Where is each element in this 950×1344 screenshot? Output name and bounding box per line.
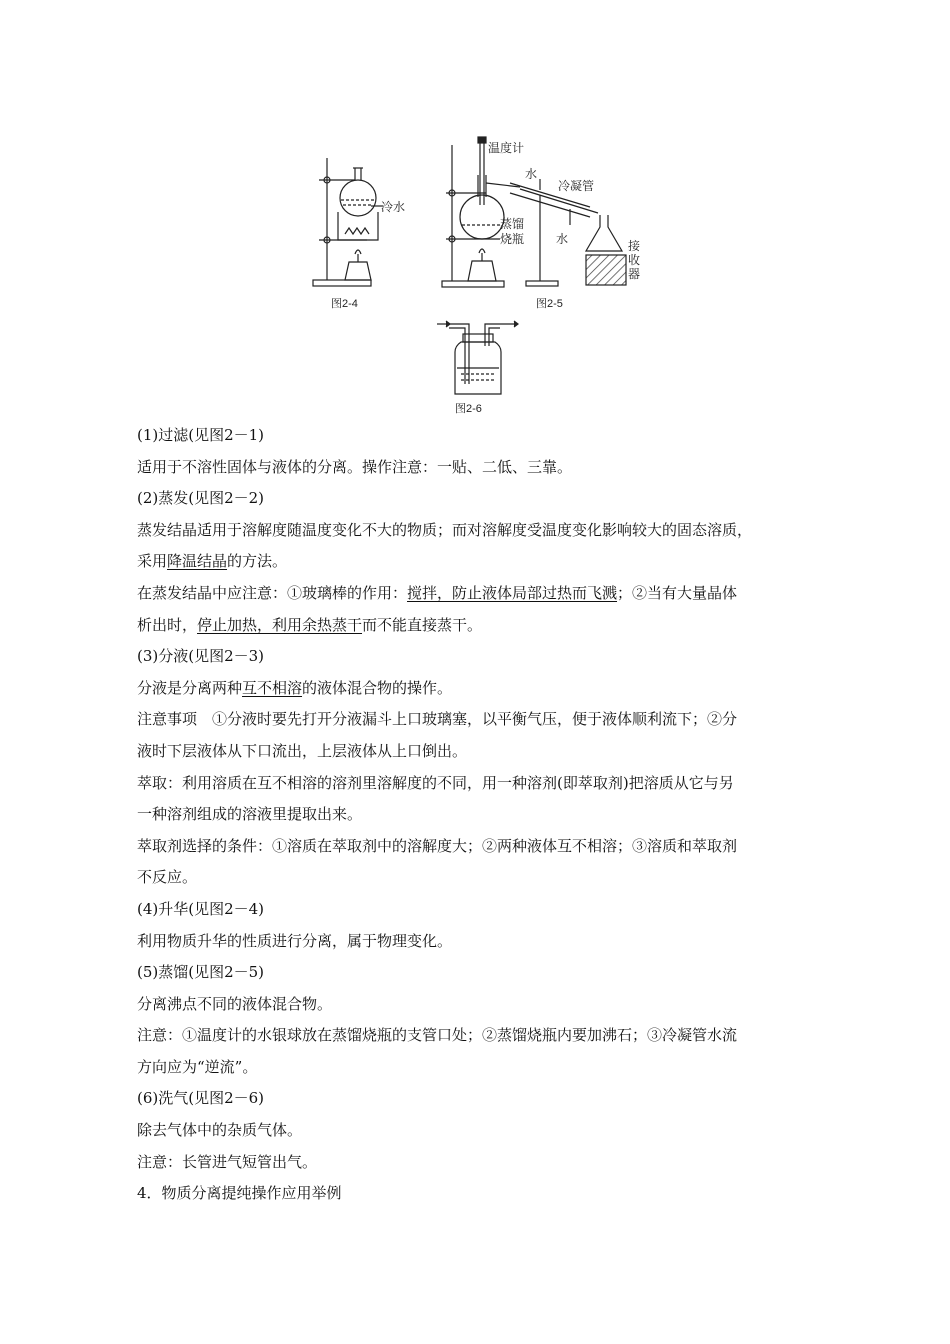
- paragraph-line: 萃取剂选择的条件：①溶质在萃取剂中的溶解度大；②两种液体互不相溶；③溶质和萃取剂: [137, 836, 738, 855]
- water-in-label: 水: [525, 167, 538, 181]
- paragraph-line: 方向应为“逆流”。: [137, 1057, 258, 1076]
- figure-2-5: [440, 135, 650, 310]
- sublimation-apparatus-drawing: [305, 150, 415, 310]
- text-span: 而不能直接蒸干。: [362, 615, 483, 634]
- condenser-label: 冷凝管: [558, 179, 595, 193]
- paragraph-line: [137, 673, 827, 705]
- water-out-label: 水: [556, 232, 569, 246]
- text-span: 的液体混合物的操作。: [302, 678, 453, 697]
- figure-caption: 图2-4: [331, 298, 358, 310]
- heading-filtration: (1)过滤(见图2－1): [137, 426, 265, 444]
- figure-2-4: [305, 150, 415, 310]
- text-span: 分液是分离两种: [137, 678, 243, 697]
- heading-sublimation: (4)升华(见图2－4): [137, 899, 265, 918]
- distillation-apparatus-drawing: [440, 135, 650, 310]
- paragraph-line: 分离沸点不同的液体混合物。: [137, 994, 333, 1013]
- figure-caption: 图2-6: [455, 403, 482, 415]
- thermometer-label: 温度计: [488, 141, 525, 155]
- heading-evaporation: (2)蒸发(见图2－2): [137, 489, 265, 508]
- cold-water-label: 冷水: [381, 200, 406, 214]
- underlined-answer: 互不相溶: [242, 678, 303, 697]
- paragraph-line: [137, 546, 827, 578]
- paragraph-line: [137, 578, 827, 610]
- underlined-answer: 停止加热，利用余热蒸干: [197, 615, 363, 634]
- text-span: 在蒸发结晶中应注意：①玻璃棒的作用：: [137, 583, 408, 602]
- paragraph-line: 适用于不溶性固体与液体的分离。操作注意：一贴、二低、三靠。: [137, 457, 573, 476]
- figure-2-6: [435, 318, 525, 414]
- paragraph-line: [137, 610, 827, 642]
- paragraph-line: 萃取：利用溶质在互不相溶的溶剂里溶解度的不同，用一种溶剂(即萃取剂)把溶质从它与另: [137, 773, 734, 792]
- paragraph-line: 液时下层液体从下口流出，上层液体从上口倒出。: [137, 741, 468, 760]
- text-span: 采用: [137, 552, 168, 571]
- figure-caption: 图2-5: [536, 298, 563, 310]
- paragraph-line: 不反应。: [137, 868, 198, 887]
- paragraph-line: 除去气体中的杂质气体。: [137, 1121, 303, 1140]
- document-body: [137, 420, 827, 1210]
- paragraph-line: 注意：①温度计的水银球放在蒸馏烧瓶的支管口处；②蒸馏烧瓶内要加沸石；③冷凝管水流: [137, 1026, 738, 1045]
- underlined-answer: 搅拌，防止液体局部过热而飞溅: [407, 583, 618, 602]
- receiver-label-3: 器: [628, 267, 641, 281]
- receiver-label-2: 收: [628, 253, 641, 267]
- text-span: 析出时，: [137, 615, 198, 634]
- flask-label-1: 蒸馏: [500, 217, 525, 231]
- receiver-label-1: 接: [628, 239, 641, 253]
- heading-separation: (3)分液(见图2－3): [137, 647, 265, 666]
- paragraph-line: 一种溶剂组成的溶液里提取出来。: [137, 805, 363, 824]
- heading-gas-washing: (6)洗气(见图2－6): [137, 1089, 265, 1108]
- text-span: ；②当有大量晶体: [617, 583, 738, 602]
- paragraph-line: 蒸发结晶适用于溶解度随温度变化不大的物质；而对溶解度受温度变化影响较大的固态溶质，: [137, 520, 753, 539]
- flask-label-2: 烧瓶: [500, 232, 525, 246]
- paragraph-line: 注意：长管进气短管出气。: [137, 1152, 318, 1171]
- paragraph-line: 注意事项 ①分液时要先打开分液漏斗上口玻璃塞，以平衡气压，便于液体顺利流下；②分: [137, 710, 738, 729]
- section-heading: 4．物质分离提纯操作应用举例: [137, 1184, 342, 1203]
- paragraph-line: 利用物质升华的性质进行分离，属于物理变化。: [137, 931, 453, 950]
- heading-distillation: (5)蒸馏(见图2－5): [137, 963, 265, 982]
- underlined-answer: 降温结晶: [167, 552, 228, 571]
- gas-washing-bottle-drawing: [435, 318, 525, 398]
- text-span: 的方法。: [227, 552, 288, 571]
